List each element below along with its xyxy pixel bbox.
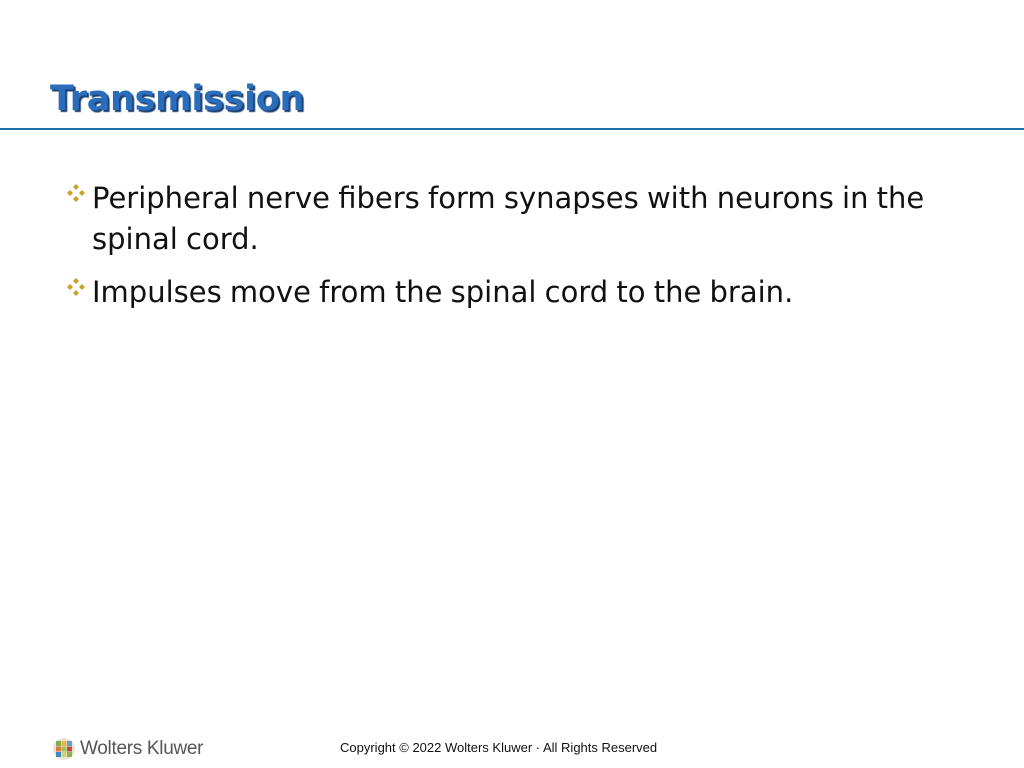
bullet-list [64, 178, 984, 325]
wolters-kluwer-logo [52, 737, 203, 761]
diamond-bullet-icon [64, 276, 88, 300]
copyright-notice: Copyright © 2022 Wolters Kluwer · All Rights Reserved [340, 740, 658, 755]
title-divider [0, 128, 1024, 130]
bullet-text: Peripheral nerve fibers form synapses with neurons in the spinal cord. [92, 181, 925, 256]
wolters-kluwer-logo-icon [52, 737, 76, 761]
slide-title: Transmission [50, 79, 305, 119]
bullet-item [64, 272, 984, 313]
logo-text: Wolters Kluwer [80, 738, 204, 759]
bullet-item [64, 178, 984, 260]
bullet-text: Impulses move from the spinal cord to the brain. [92, 275, 794, 309]
diamond-bullet-icon [64, 182, 88, 206]
